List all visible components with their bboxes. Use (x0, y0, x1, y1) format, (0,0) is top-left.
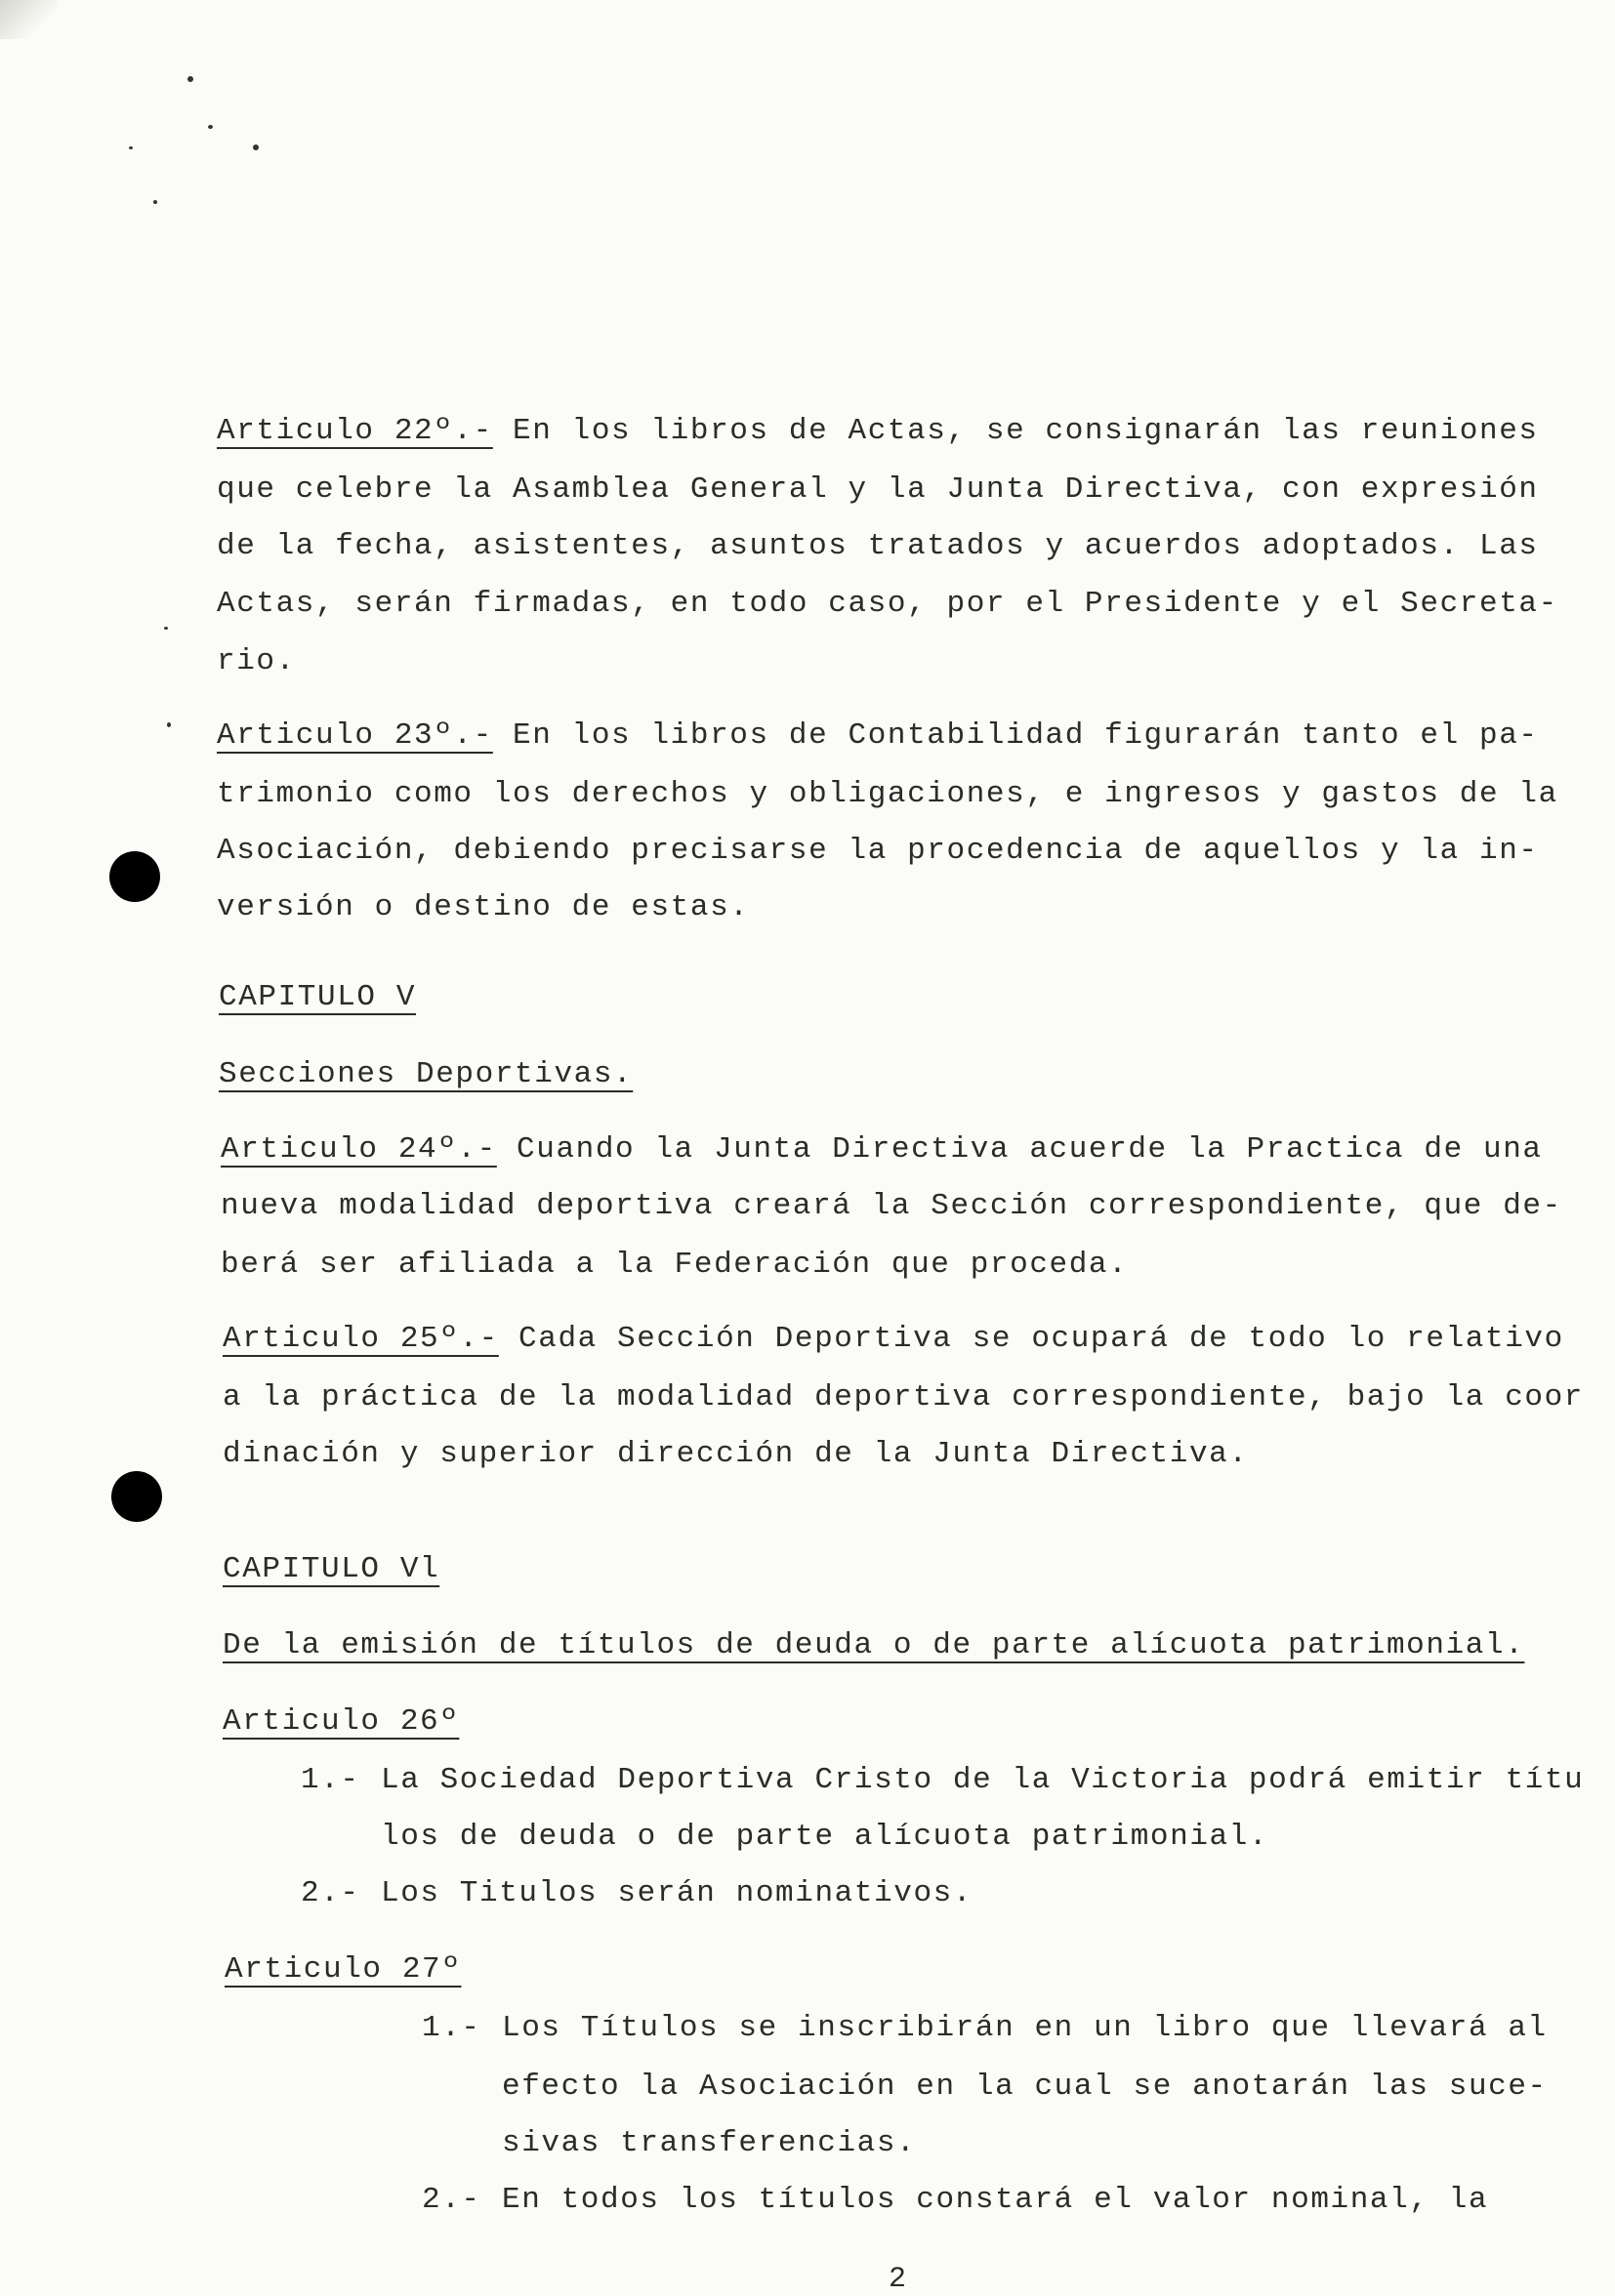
article-25-line: Cada Sección Deportiva se ocupará de todo lo relativo (498, 1322, 1564, 1356)
chapter-6-subtitle: De la emisión de títulos de deuda o de parte alícuota patrimonial. (223, 1628, 1525, 1662)
chapter-5-title: CAPITULO V (219, 980, 417, 1014)
article-25-heading: Articulo 25º.- (223, 1322, 499, 1356)
article-22-heading: Articulo 22º.- (217, 414, 493, 448)
article-23-heading: Articulo 23º.- (217, 718, 493, 753)
article-23-line: En los libros de Contabilidad figurarán tanto el pa- (492, 718, 1539, 753)
punch-hole (109, 851, 160, 902)
article-27-item-line: efecto la Asociación en la cual se anotarán las suce- (502, 2070, 1548, 2104)
article-27-item-number: 1.- (422, 2011, 481, 2045)
article-22-line: que celebre la Asamblea General y la Junta Directiva, con expresión (217, 472, 1539, 507)
article-27-item-line: En todos los títulos constará el valor nominal, la (502, 2183, 1489, 2217)
article-22-line: En los libros de Actas, se consignarán las reuniones (492, 414, 1539, 448)
article-22-line: rio. (217, 644, 296, 678)
article-25-line: dinación y superior dirección de la Junta Directiva. (223, 1437, 1249, 1471)
scan-edge-shadow (0, 0, 59, 39)
article-24-line: Cuando la Junta Directiva acuerde la Practica de una (496, 1132, 1543, 1167)
article-26-item-line: los de deuda o de parte alícuota patrimonial. (381, 1820, 1269, 1854)
article-24-line: berá ser afiliada a la Federación que proceda. (221, 1248, 1129, 1282)
chapter-6-title: CAPITULO Vl (223, 1552, 440, 1586)
ink-speck (167, 722, 171, 727)
punch-hole (111, 1471, 162, 1522)
article-22-line: de la fecha, asistentes, asuntos tratados y acuerdos adoptados. Las (217, 529, 1539, 563)
chapter-5-subtitle: Secciones Deportivas. (219, 1057, 634, 1091)
article-23-line: trimonio como los derechos y obligaciones, e ingresos y gastos de la (217, 777, 1558, 811)
article-24-line: nueva modalidad deportiva creará la Sección correspondiente, que de- (221, 1189, 1562, 1223)
article-23 (217, 720, 1539, 751)
ink-speck (164, 627, 168, 630)
article-24-heading: Articulo 24º.- (221, 1132, 497, 1167)
ink-speck (153, 200, 157, 204)
article-22 (217, 416, 1539, 446)
article-26-item-number: 2.- (301, 1876, 360, 1910)
article-27-heading: Articulo 27º (225, 1952, 462, 1987)
article-26-heading: Articulo 26º (223, 1704, 460, 1739)
ink-speck (129, 146, 133, 149)
article-26-item-line: Los Titulos serán nominativos. (381, 1876, 973, 1910)
article-26-item-number: 1.- (301, 1763, 360, 1797)
article-26-item-line: La Sociedad Deportiva Cristo de la Victoria podrá emitir títu (381, 1763, 1585, 1797)
article-25 (223, 1324, 1564, 1354)
article-23-line: Asociación, debiendo precisarse la procedencia de aquellos y la in- (217, 834, 1539, 868)
article-27-item-line: Los Títulos se inscribirán en un libro que llevará al (502, 2011, 1548, 2045)
ink-speck (253, 144, 259, 150)
ink-speck (187, 76, 193, 82)
article-22-line: Actas, serán firmadas, en todo caso, por el Presidente y el Secreta- (217, 587, 1558, 621)
article-25-line: a la práctica de la modalidad deportiva correspondiente, bajo la coor (223, 1380, 1585, 1414)
article-27-item-number: 2.- (422, 2183, 481, 2217)
article-27-item-line: sivas transferencias. (502, 2126, 917, 2160)
article-23-line: versión o destino de estas. (217, 890, 750, 924)
ink-speck (208, 125, 213, 129)
article-24 (221, 1134, 1543, 1165)
page-number: 2 (889, 2263, 907, 2296)
